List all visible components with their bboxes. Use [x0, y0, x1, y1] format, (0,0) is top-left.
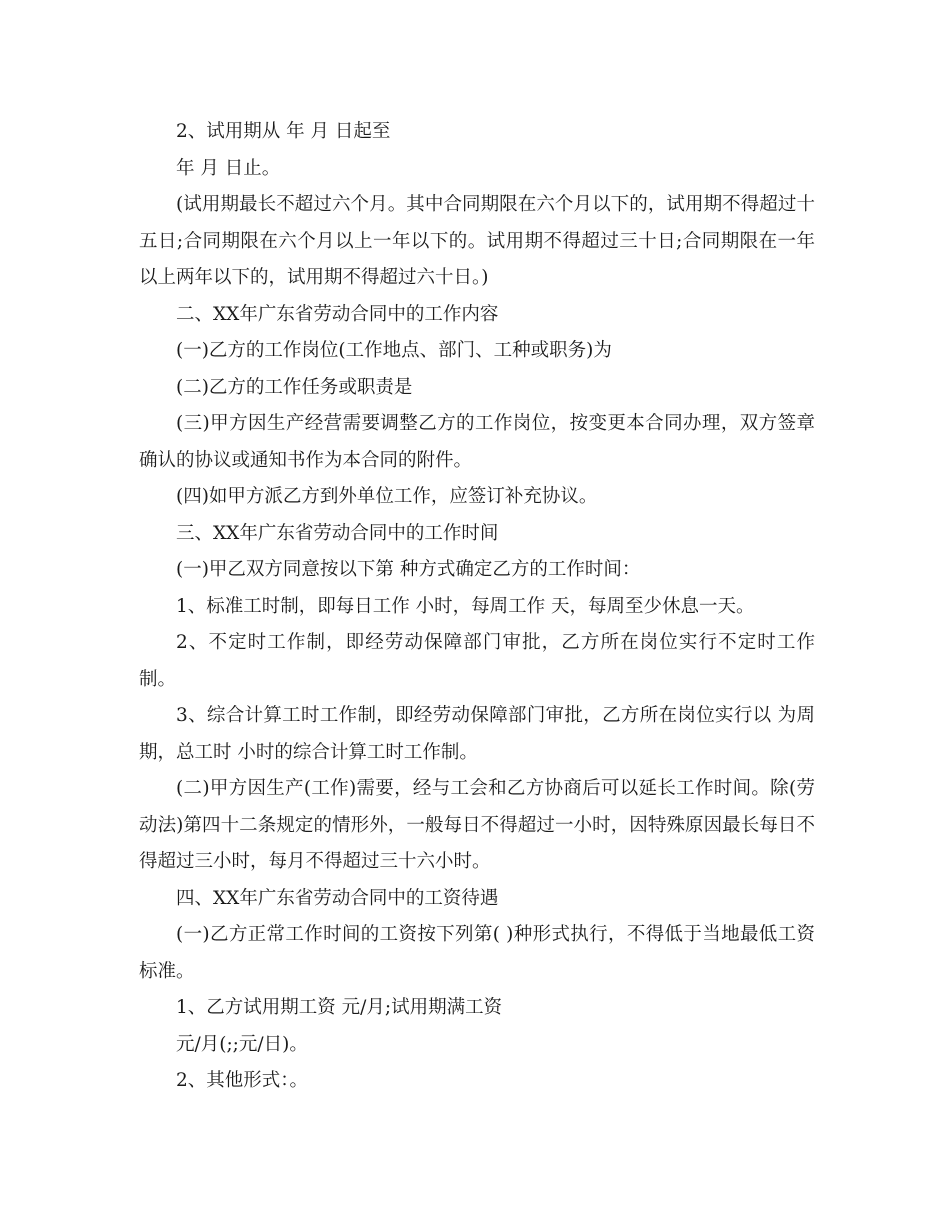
paragraph-position-adjustment: (三)甲方因生产经营需要调整乙方的工作岗位，按变更本合同办理，双方签章确认的协议或通知书作为本合同的附件。 — [139, 413, 815, 471]
paragraph-overtime: (二)甲方因生产(工作)需要，经与工会和乙方协商后可以延长工作时间。除(劳动法)第四十二条规定的情形外，一般每日不得超过一小时，因特殊原因最长每日不得超过三小时，每月不得超过三十六小时。 — [139, 778, 815, 872]
paragraph-probation-wage: 1、乙方试用期工资 元/月;试用期满工资 — [176, 997, 503, 1018]
section-heading-work-content: 二、XX年广东省劳动合同中的工作内容 — [176, 303, 499, 325]
paragraph-probation-end: 年 月 日止。 — [176, 157, 281, 179]
paragraph-comprehensive-hours: 3、综合计算工时工作制，即经劳动保障部门审批，乙方所在岗位实行以 为周期，总工时 小时的综合计算工时工作制。 — [139, 705, 815, 763]
paragraph-standard-hours: 1、标准工时制，即每日工作 小时，每周工作 天，每周至少休息一天。 — [176, 595, 755, 617]
paragraph-external-assignment: (四)如甲方派乙方到外单位工作，应签订补充协议。 — [176, 486, 598, 507]
paragraph-flexible-hours: 2、不定时工作制，即经劳动保障部门审批，乙方所在岗位实行不定时工作制。 — [139, 632, 815, 690]
paragraph-work-time-method: (一)甲乙双方同意按以下第 种方式确定乙方的工作时间： — [176, 559, 641, 580]
paragraph-probation-note: (试用期最长不超过六个月。其中合同期限在六个月以下的，试用期不得超过十五日;合同期限在六个月以上一年以下的。试用期不得超过三十日;合同期限在一年以上两年以下的，试用期不得超过六十日。) — [139, 194, 815, 288]
section-heading-wages: 四、XX年广东省劳动合同中的工资待遇 — [176, 887, 499, 909]
paragraph-wage-form: (一)乙方正常工作时间的工资按下列第( )种形式执行，不得低于当地最低工资标准。 — [139, 924, 815, 982]
paragraph-work-position: (一)乙方的工作岗位(工作地点、部门、工种或职务)为 — [176, 340, 612, 361]
paragraph-probation-start: 2、试用期从 年 月 日起至 — [176, 121, 391, 142]
paragraph-work-duties: (二)乙方的工作任务或职责是 — [176, 376, 413, 398]
section-heading-work-time: 三、XX年广东省劳动合同中的工作时间 — [176, 522, 499, 544]
paragraph-wage-rate: 元/月(;;元/日)。 — [176, 1033, 308, 1055]
paragraph-other-forms: 2、其他形式：。 — [176, 1070, 309, 1091]
document-body — [139, 114, 815, 1100]
